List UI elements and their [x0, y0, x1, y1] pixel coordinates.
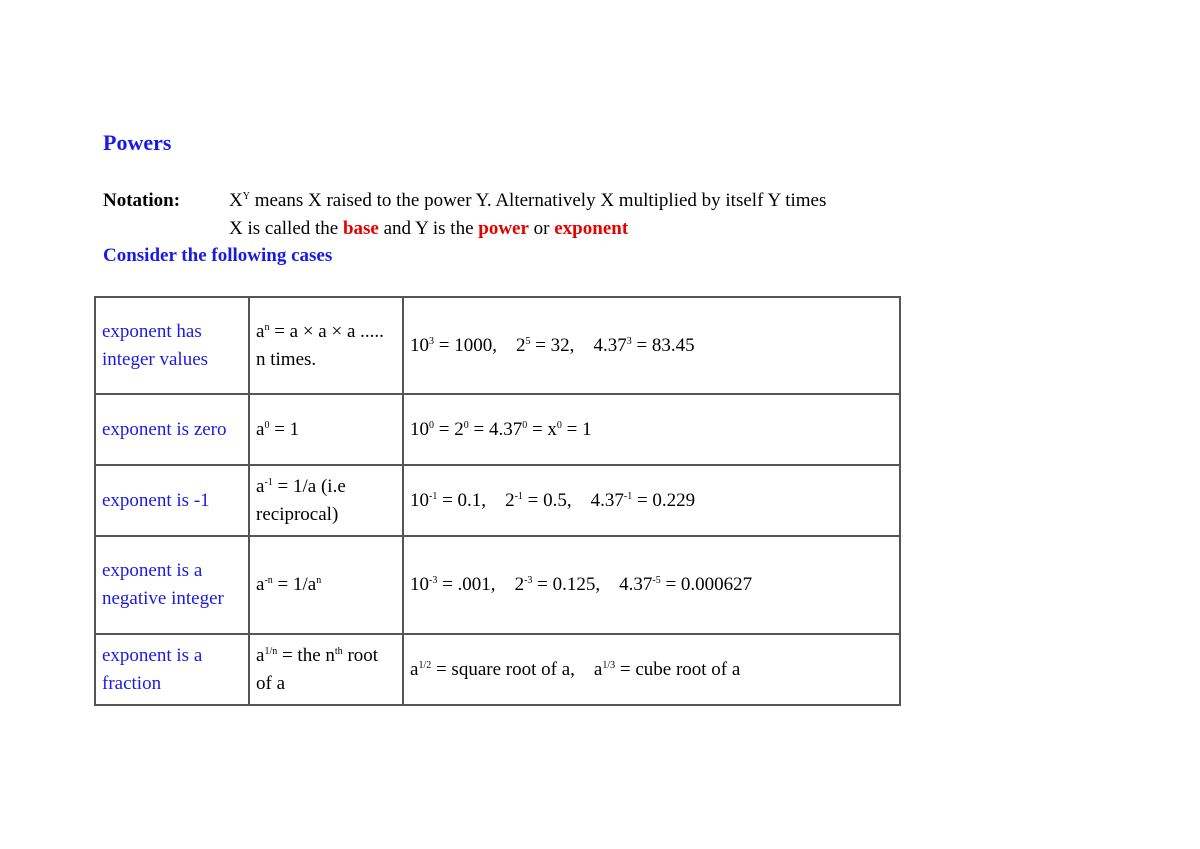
table-row — [95, 297, 900, 394]
rule-cell: $a^{1/n}$ = the $n^{th}$ root of a — [249, 634, 403, 705]
notation-text-2: and Y is the — [378, 218, 479, 239]
rule-cell: $a^{-n} = 1/a^n$ — [249, 536, 403, 634]
example-cell: $10^0 = 2^0 = 4.37^0 = x^0 = 1$ — [403, 394, 900, 465]
table-row — [95, 536, 900, 634]
keyword-power: power — [478, 218, 529, 239]
example-cell: $a^{1/2}$ = square root of a, $a^{1/3}$ = cube root of a — [403, 634, 900, 705]
rule-cell: $a^0 = 1$ — [249, 394, 403, 465]
powers-cases-table — [94, 296, 901, 706]
notation-y-sup: Y — [242, 191, 250, 202]
rule-cell: $a^{-1} = 1/a$ (i.e reciprocal) — [249, 465, 403, 536]
example-cell: $10^{-1} = 0.1$, $2^{-1} = 0.5$, $4.37^{-1} = 0.229$ — [403, 465, 900, 536]
case-cell: exponent is -1 — [95, 465, 249, 536]
notation-definition: means X raised to the power Y. Alternatively X multiplied by itself Y times — [249, 190, 827, 211]
rule-cell: $a^n = a \times a \times a$ ..... n times. — [249, 297, 403, 394]
table-row — [95, 634, 900, 705]
notation-x: X — [229, 190, 243, 211]
notation-text-1: X is called the — [229, 218, 343, 239]
case-cell: exponent has integer values — [95, 297, 249, 394]
notation-label: Notation: — [103, 190, 181, 211]
keyword-exponent: exponent — [554, 218, 629, 239]
table-row — [95, 394, 900, 465]
consider-heading: Consider the following cases — [103, 245, 333, 266]
example-cell: $10^{-3} = .001$, $2^{-3} = 0.125$, $4.37^{-5} = 0.000627$ — [403, 536, 900, 634]
table-row — [95, 465, 900, 536]
page-title: Powers — [103, 130, 172, 155]
case-cell: exponent is a negative integer — [95, 536, 249, 634]
notation-line-1 — [103, 188, 826, 214]
case-cell: exponent is a fraction — [95, 634, 249, 705]
notation-text-3: or — [528, 218, 555, 239]
example-cell: $10^3 = 1000$, $2^5 = 32$, $4.37^3 = 83.45$ — [403, 297, 900, 394]
notation-line-2 — [229, 216, 628, 242]
keyword-base: base — [342, 218, 379, 239]
case-cell: exponent is zero — [95, 394, 249, 465]
